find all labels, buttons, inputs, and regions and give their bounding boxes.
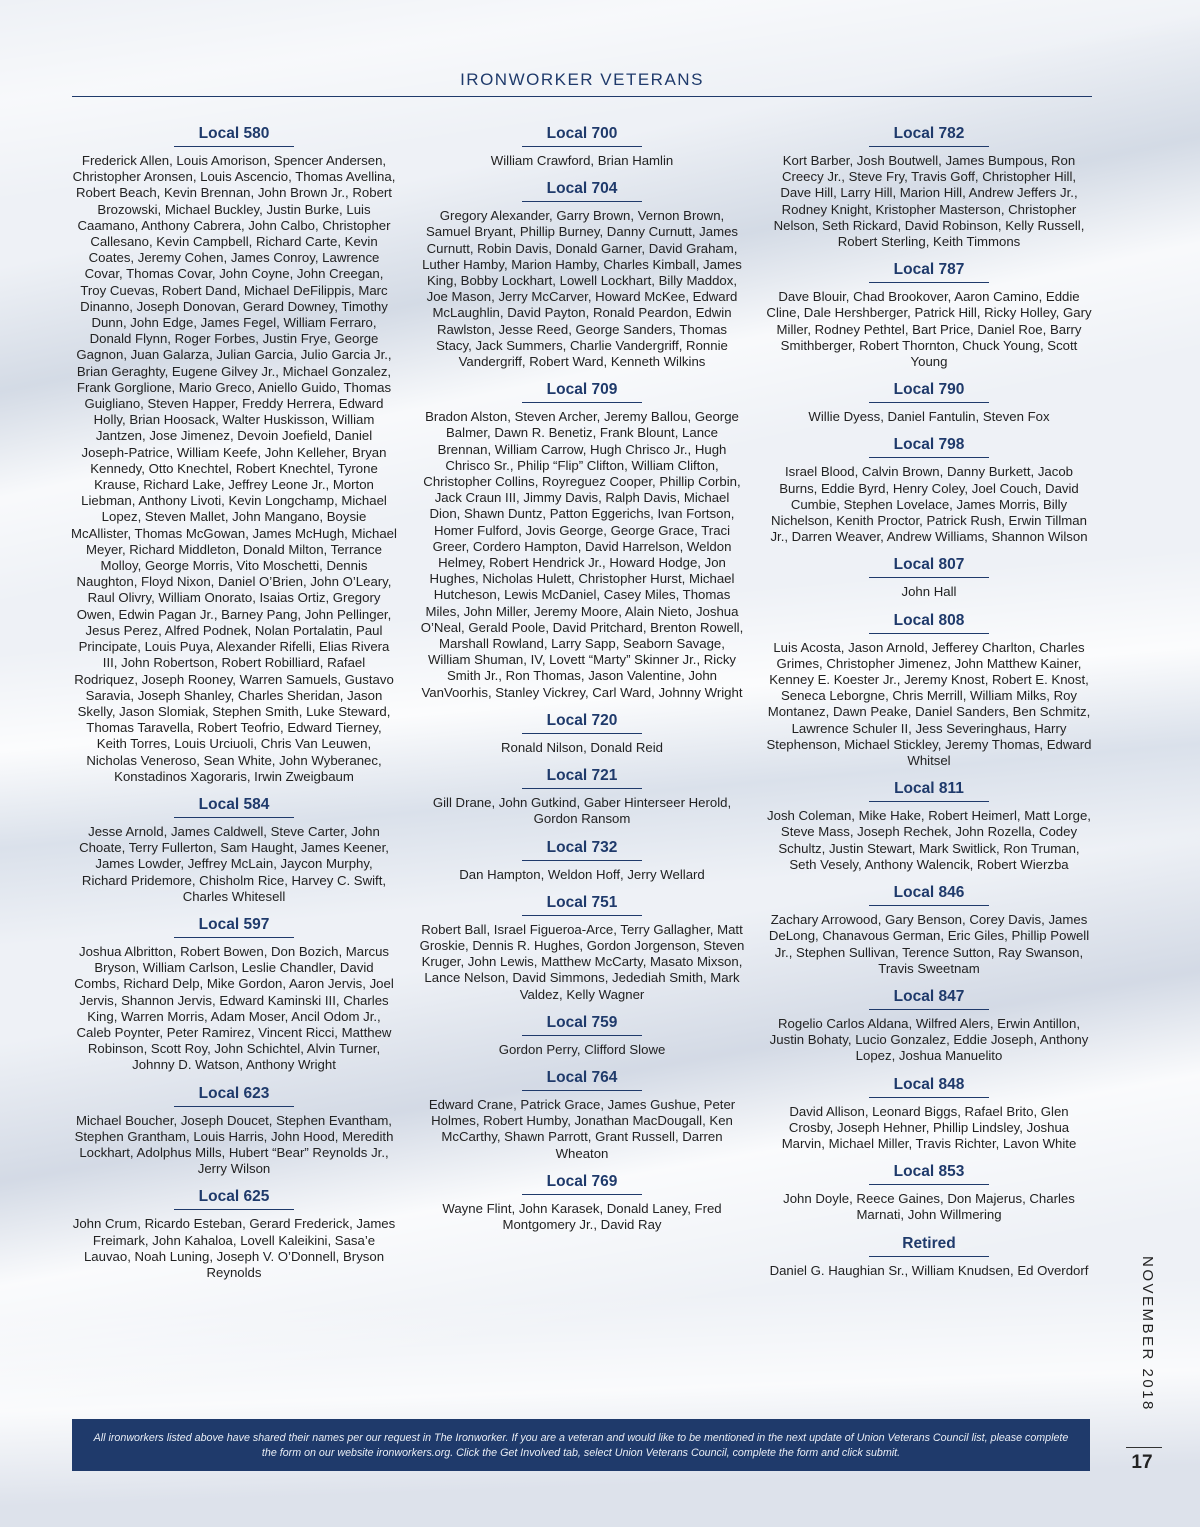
member-names: John Hall (901, 584, 957, 600)
local-heading: Local 790 (869, 380, 989, 403)
member-names: Robert Ball, Israel Figueroa-Arce, Terry Gallagher, Matt Groskie, Dennis R. Hughes, Gordon Jorgenson, Steven Kruger, John Lewis, Matthew McCarty, Masato Mixson, Lance Nelson, David Simmons, Jedediah Smith, Mark Valdez, Kelly Wagner (419, 921, 745, 1002)
local-heading: Local 625 (174, 1187, 294, 1210)
page-title: IRONWORKER VETERANS (460, 70, 704, 89)
local-heading: Local 848 (869, 1075, 989, 1098)
local-heading: Local 764 (522, 1068, 642, 1091)
member-names: Kort Barber, Josh Boutwell, James Bumpous, Ron Creecy Jr., Steve Fry, Travis Goff, Christopher Hill, Dave Hill, Larry Hill, Marion Hill, Andrew Jeffers Jr., Rodney Knight, Kristopher Masterson, Christopher Nelson, Seth Rickard, David Robinson, Kelly Russell, Robert Sterling, Keith Timmons (773, 153, 1085, 250)
local-heading: Local 782 (869, 124, 989, 147)
local-section (766, 1162, 1092, 1223)
member-names: Wayne Flint, John Karasek, Donald Laney, Fred Montgomery Jr., David Ray (442, 1200, 722, 1232)
column-2 (419, 124, 745, 1243)
local-section (71, 915, 397, 1074)
page-number: 17 (1131, 1452, 1153, 1473)
member-names: Zachary Arrowood, Gary Benson, Corey Davis, James DeLong, Chanavous German, Eric Giles, Phillip Powell Jr., Stephen Sullivan, Terence Sutton, Ray Swanson, Travis Sweetnam (768, 912, 1090, 976)
local-heading: Local 623 (174, 1084, 294, 1107)
local-heading: Local 798 (869, 435, 989, 458)
local-section (419, 1172, 745, 1233)
local-section (766, 555, 1092, 600)
member-names: Michael Boucher, Joseph Doucet, Stephen Evantham, Stephen Grantham, Louis Harris, John Hood, Meredith Lockhart, Adolphus Mills, Hubert “Bear” Reynolds Jr., Jerry Wilson (74, 1112, 394, 1177)
footer-note: All ironworkers listed above have shared their names per our request in The Ironworker. If you are a veteran and would like to be mentioned in the next update of Union Veterans Council list, please complete the form on our website ironworkers.org. Click the Get Involved tab, select Union Veterans Council, complete the form and click submit. (93, 1432, 1069, 1459)
local-section (71, 795, 397, 905)
local-heading: Local 584 (174, 795, 294, 818)
member-names: Josh Coleman, Mike Hake, Robert Heimerl, Matt Lorge, Steve Mass, Joseph Rechek, John Rozella, Codey Schultz, Justin Stewart, Mark Switlick, Ron Truman, Seth Vesely, Anthony Walencik, Robert Wierzba (767, 808, 1091, 872)
local-heading: Local 787 (869, 260, 989, 283)
local-heading: Local 721 (522, 766, 642, 789)
member-names: Ronald Nilson, Donald Reid (500, 739, 663, 755)
local-heading: Local 704 (522, 179, 642, 202)
local-section (419, 124, 745, 169)
local-section (419, 893, 745, 1003)
local-section (419, 1013, 745, 1058)
member-names: Edward Crane, Patrick Grace, James Gushue, Peter Holmes, Robert Humby, Jonathan MacDougall, Ken McCarthy, Shawn Parrott, Grant Russell, Darren Wheaton (428, 1096, 736, 1161)
local-section (766, 779, 1092, 873)
local-heading: Local 808 (869, 611, 989, 634)
member-names: Rogelio Carlos Aldana, Wilfred Alers, Erwin Antillon, Justin Bohaty, Lucio Gonzalez, Eddie Joseph, Anthony Lopez, Joshua Manuelito (769, 1015, 1089, 1064)
member-names: Gill Drane, John Gutkind, Gaber Hinterseer Herold, Gordon Ransom (432, 795, 732, 827)
local-section (766, 260, 1092, 370)
local-heading: Local 597 (174, 915, 294, 938)
local-section (71, 1187, 397, 1281)
local-heading: Local 700 (522, 124, 642, 147)
local-heading: Local 811 (869, 779, 989, 802)
member-names: Gordon Perry, Clifford Slowe (498, 1041, 666, 1057)
member-names: William Crawford, Brian Hamlin (490, 153, 674, 168)
member-names: Bradon Alston, Steven Archer, Jeremy Ballou, George Balmer, Dawn R. Benetiz, Frank Blount, Lance Brennan, William Carrow, Hugh Chrisco Jr., Hugh Chrisco Sr., Philip “Flip” Clifton, William Clifton, Christopher Collins, Royreguez Cooper, Phillip Corbin, Jack Craun III, Jimmy Davis, Ralph Davis, Michael Dion, Shawn Duntz, Patton Eggerichs, Ivan Fortson, Homer Fulford, Jovis George, George Grace, Traci Greer, Cordero Hampton, David Harrelson, Weldon Helmey, Robert Hendrick Jr., Howard Hodge, Jon Hughes, Nicholas Hulett, Christopher Hurst, Michael Hutcheson, Lewis McDaniel, Casey Miles, Thomas Miles, John Miller, Jeremy Moore, Alain Nieto, Joshua O’Neal, Gerald Poole, David Pritchard, Brenton Rowell, Marshall Rowland, Larry Sapp, Seaborn Savage, William Shuman, IV, Lovett “Marty” Skinner Jr., Ricky Smith Jr., Ron Thomas, Jason Valentine, John VanVoorhis, Stanley Vickrey, Carl Ward, Johnny Wright (420, 409, 744, 700)
local-section (71, 1084, 397, 1178)
local-section (71, 124, 397, 785)
member-names: Dave Blouir, Chad Brookover, Aaron Camino, Eddie Cline, Dale Hershberger, Patrick Hill, Ricky Holley, Gary Miller, Rodney Pethtel, Bart Price, Daniel Roe, Barry Smithberger, Robert Thornton, Chuck Young, Scott Young (766, 289, 1092, 370)
column-1 (71, 124, 397, 1291)
member-names: Jesse Arnold, James Caldwell, Steve Carter, John Choate, Terry Fullerton, Sam Haught, James Keener, James Lowder, Jeffrey McLain, Jaycon Murphy, Richard Pridemore, Chisholm Rice, Harvey C. Swift, Charles Whitesell (79, 823, 389, 904)
local-heading: Retired (869, 1234, 989, 1257)
local-section (419, 838, 745, 883)
member-names: David Allison, Leonard Biggs, Rafael Brito, Glen Crosby, Joseph Hehner, Phillip Lindsley, Joshua Marvin, Michael Miller, Travis Richter, Lavon White (781, 1103, 1077, 1151)
local-section (766, 883, 1092, 977)
local-heading: Local 846 (869, 883, 989, 906)
member-names: Luis Acosta, Jason Arnold, Jefferey Charlton, Charles Grimes, Christopher Jimenez, John Matthew Kainer, Kenney E. Koester Jr., Jeremy Knost, Robert E. Knost, Seneca Leborgne, Chris Merrill, William Milks, Roy Montanez, Dawn Peake, Daniel Sanders, Ben Schmitz, Lawrence Schuler II, Jess Severinghaus, Harry Stephenson, Michael Stickley, Jeremy Thomas, Edward Whitsel (766, 639, 1092, 769)
member-names: Joshua Albritton, Robert Bowen, Don Bozich, Marcus Bryson, William Carlson, Leslie Chandler, David Combs, Richard Delp, Mike Gordon, Aaron Jervis, Joel Jervis, Shannon Jervis, Edward Kaminski III, Charles King, Warren Morris, Adam Moser, Ancil Odom Jr., Caleb Poynter, Peter Ramirez, Vincent Ricci, Matthew Robinson, Scott Roy, John Schichtel, Alvin Turner, Johnny D. Watson, Anthony Wright (74, 943, 394, 1073)
local-section (766, 124, 1092, 250)
local-section (419, 380, 745, 701)
issue-month: NOVEMBER 2018 (1139, 1256, 1156, 1412)
local-section (419, 766, 745, 827)
member-names: Daniel G. Haughian Sr., William Knudsen, Ed Overdorf (769, 1262, 1089, 1278)
local-section (766, 1075, 1092, 1153)
local-section (766, 1234, 1092, 1279)
member-names: John Crum, Ricardo Esteban, Gerard Frederick, James Freimark, John Kahaloa, Lovell Kaleikini, Sasa’e Lauvao, Noah Luning, Joseph V. O’Donnell, Bryson Reynolds (72, 1216, 396, 1280)
local-section (419, 1068, 745, 1162)
local-section (766, 611, 1092, 770)
member-names: John Doyle, Reece Gaines, Don Majerus, Charles Marnati, John Willmering (783, 1191, 1075, 1223)
footer-banner (72, 1419, 1090, 1471)
member-names: Frederick Allen, Louis Amorison, Spencer Andersen, Christopher Aronsen, Louis Ascencio, Thomas Avellina, Robert Beach, Kevin Brennan, John Brown Jr., Robert Brozowski, Michael Buckley, Justin Burke, Luis Caamano, Anthony Cabrera, John Calbo, Christopher Callesano, Kevin Campbell, Richard Carte, Kevin Coates, Jeremy Cohen, James Conroy, Lawrence Covar, Thomas Covar, John Coyne, John Creegan, Troy Cuevas, Robert Dand, Michael DeFilippis, Marc Dinanno, Joseph Donovan, Gerard Downey, Timothy Dunn, John Edge, James Fegel, William Ferraro, Donald Flynn, Roger Forbes, Justin Frye, George Gagnon, Juan Galarza, Julian Garcia, Julio Garcia Jr., Brian Geraghty, Eugene Gilvey Jr., Michael Gonzalez, Frank Gorglione, Mario Greco, Aniello Guido, Thomas Guigliano, Steven Happer, Freddy Herrera, Edward Holly, Brian Hoosack, Walter Huskisson, William Jantzen, Jose Jimenez, Devoin Joefield, Daniel Joseph-Patrice, William Keefe, John Kelleher, Bryan Kennedy, Otto Knechtel, Robert Knechtel, Tyrone Krause, Richard Lake, Jeffrey Leone Jr., Morton Liebman, Anthony Livoti, Kevin Longchamp, Michael Lopez, Steven Mallet, John Mangano, Boysie McAllister, Thomas McGowan, James McHugh, Michael Meyer, Richard Middleton, Donald Milton, Terrance Molloy, George Morris, Vito Moschetti, Dennis Naughton, Floyd Nixon, Daniel O’Brien, John O’Leary, Raul Olivry, William Onorato, Isaias Ortiz, Gregory Owen, Edwin Pagan Jr., Barney Pang, John Pellinger, Jesus Perez, Alfred Podnek, Nolan Portalatin, Paul Principate, Louis Puya, Alexander Rifelli, Elias Rivera III, John Robertson, Robert Robilliard, Rafael Rodriquez, Joseph Rooney, Warren Samuels, Gustavo Saravia, Joseph Shanley, Charles Sheridan, Jason Skelly, Jason Slomiak, Stephen Smith, Luke Steward, Thomas Taravella, Robert Teofrio, Edward Tierney, Keith Torres, Louis Urciuoli, Chris Van Leuwen, Nicholas Veneroso, Sean White, John Wyberanec, Konstadinos Xagoraris, Irwin Zweigbaum (71, 153, 397, 784)
local-heading: Local 720 (522, 711, 642, 734)
member-names: Dan Hampton, Weldon Hoff, Jerry Wellard (459, 866, 705, 882)
local-section (419, 179, 745, 370)
local-heading: Local 759 (522, 1013, 642, 1036)
local-section (419, 711, 745, 756)
local-heading: Local 853 (869, 1162, 989, 1185)
member-names: Israel Blood, Calvin Brown, Danny Burkett, Jacob Burns, Eddie Byrd, Henry Coley, Joel Couch, David Cumbie, Stephen Lovelace, James Morris, Billy Nichelson, Kenith Proctor, Patrick Rush, Erwin Tillman Jr., Darren Weaver, Andrew Williams, Shannon Wilson (770, 464, 1088, 545)
column-3 (766, 124, 1092, 1289)
local-heading: Local 580 (174, 124, 294, 147)
local-heading: Local 732 (522, 838, 642, 861)
local-heading: Local 769 (522, 1172, 642, 1195)
title-rule (72, 96, 1092, 97)
local-heading: Local 709 (522, 380, 642, 403)
local-section (766, 380, 1092, 425)
local-heading: Local 807 (869, 555, 989, 578)
member-names: Gregory Alexander, Garry Brown, Vernon Brown, Samuel Bryant, Phillip Burney, Danny Curnutt, James Curnutt, Robin Davis, Donald Garner, David Graham, Luther Hamby, Marion Hamby, Charles Kimball, James King, Bobby Lockhart, Lowell Lockhart, Billy Maddox, Joe Mason, Jerry McCarver, Howard McKee, Edward McLaughlin, David Payton, Ronald Peardon, Edwin Rawlston, Jesse Reed, George Sanders, Thomas Stacy, Jack Summers, Charlie Vandergriff, Ronnie Vandergriff, Robert Ward, Kenneth Wilkins (422, 208, 742, 370)
local-heading: Local 847 (869, 987, 989, 1010)
local-section (766, 435, 1092, 545)
member-names: Willie Dyess, Daniel Fantulin, Steven Fox (808, 409, 1050, 425)
local-heading: Local 751 (522, 893, 642, 916)
page-number-rule (1126, 1447, 1162, 1448)
local-section (766, 987, 1092, 1065)
